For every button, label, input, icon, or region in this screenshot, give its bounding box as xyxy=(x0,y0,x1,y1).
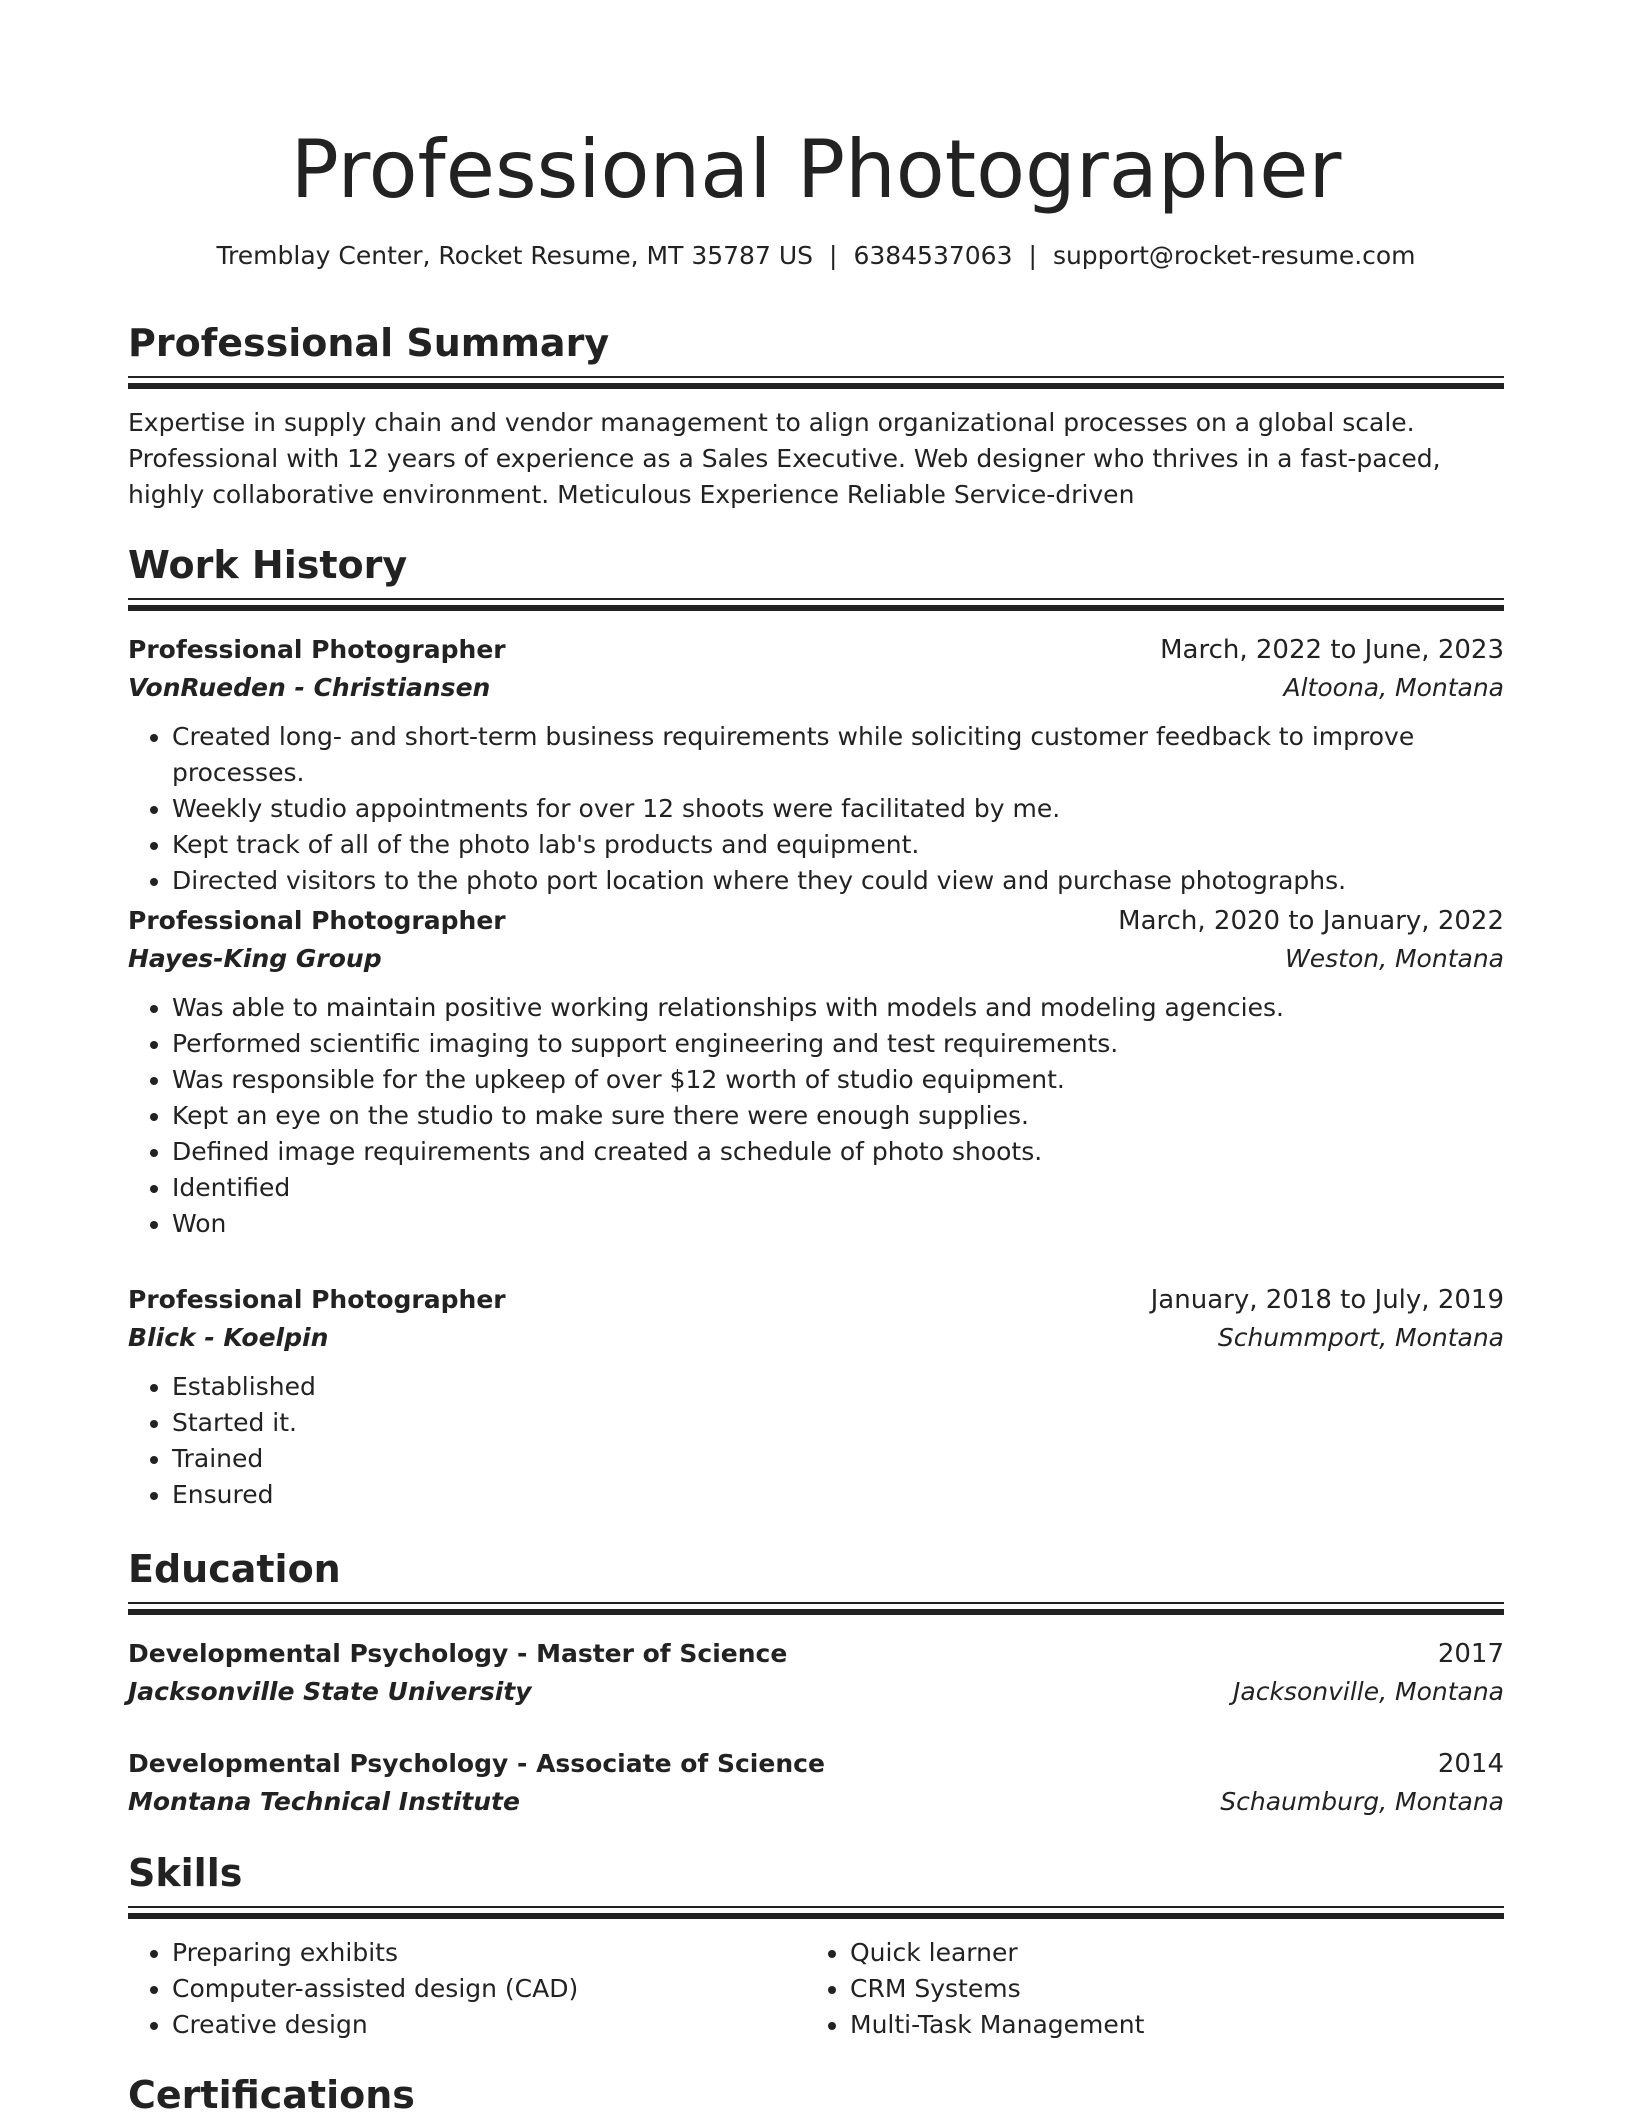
education-entry xyxy=(128,1635,1504,1711)
work-history-section xyxy=(128,540,1504,611)
school-name: Montana Technical Institute xyxy=(128,1787,520,1816)
job-entry xyxy=(128,902,1504,1242)
degree: Developmental Psychology - Master of Science xyxy=(128,1639,788,1668)
contact-email: support@rocket-resume.com xyxy=(1052,241,1416,270)
list-item: • Won xyxy=(172,1206,1504,1242)
divider xyxy=(128,1913,1504,1919)
divider xyxy=(128,1906,1504,1908)
contact-line xyxy=(128,238,1504,274)
contact-separator: | xyxy=(1028,241,1037,270)
list-item: • Identified xyxy=(172,1170,1504,1206)
page-title: Professional Photographer xyxy=(290,123,1342,216)
list-item: • Preparing exhibits xyxy=(172,1935,806,1971)
list-item: • Established xyxy=(172,1369,1504,1405)
list-item: • Directed visitors to the photo port location where they could view and purchase photographs. xyxy=(172,863,1504,899)
contact-phone: 6384537063 xyxy=(853,241,1013,270)
section-heading: Education xyxy=(128,1547,341,1591)
list-item: • Started it. xyxy=(172,1405,1504,1441)
list-item: • Created long- and short-term business requirements while soliciting customer feedback to improve processes. xyxy=(172,719,1504,791)
list-item: • CRM Systems xyxy=(850,1971,1484,2007)
company-name: VonRueden - Christiansen xyxy=(128,673,491,702)
certifications-section xyxy=(128,2070,1504,2120)
job-title: Professional Photographer xyxy=(128,635,506,664)
list-item: • Kept an eye on the studio to make sure there were enough supplies. xyxy=(172,1098,1504,1134)
job-location: Schummport, Montana xyxy=(1217,1323,1504,1352)
summary-section xyxy=(128,318,1504,513)
section-heading: Certifications xyxy=(128,2073,415,2117)
job-bullets xyxy=(128,990,1504,1242)
list-item: • Defined image requirements and created a schedule of photo shoots. xyxy=(172,1134,1504,1170)
section-heading: Professional Summary xyxy=(128,321,610,365)
degree: Developmental Psychology - Associate of Science xyxy=(128,1749,825,1778)
job-entry xyxy=(128,1281,1504,1513)
job-bullets xyxy=(128,1369,1504,1513)
list-item: • Performed scientific imaging to support engineering and test requirements. xyxy=(172,1026,1504,1062)
job-bullets xyxy=(128,719,1504,899)
education-entry xyxy=(128,1745,1504,1821)
section-heading: Skills xyxy=(128,1851,243,1895)
job-location: Weston, Montana xyxy=(1285,944,1504,973)
job-dates: January, 2018 to July, 2019 xyxy=(1150,1285,1504,1315)
job-location: Altoona, Montana xyxy=(1283,673,1504,702)
school-location: Schaumburg, Montana xyxy=(1220,1787,1504,1816)
divider xyxy=(128,1602,1504,1604)
list-item: • Weekly studio appointments for over 12 shoots were facilitated by me. xyxy=(172,791,1504,827)
company-name: Blick - Koelpin xyxy=(128,1323,329,1352)
job-title: Professional Photographer xyxy=(128,906,506,935)
list-item: • Ensured xyxy=(172,1477,1504,1513)
list-item: • Quick learner xyxy=(850,1935,1484,1971)
summary-text: Expertise in supply chain and vendor management to align organizational processes on a global scale. Professional with 12 years of experience as a Sales Executive. Web designer who thrives in a fast-paced, highly collaborative environment. Meticulous Experience Reliable Service-driven xyxy=(128,408,1441,509)
job-title: Professional Photographer xyxy=(128,1285,506,1314)
section-heading: Work History xyxy=(128,543,408,587)
divider xyxy=(128,605,1504,611)
contact-separator: | xyxy=(829,241,838,270)
divider xyxy=(128,1609,1504,1615)
company-name: Hayes-King Group xyxy=(128,944,382,973)
skills-section xyxy=(128,1848,1504,2043)
list-item: • Kept track of all of the photo lab's products and equipment. xyxy=(172,827,1504,863)
school-name: Jacksonville State University xyxy=(128,1677,532,1706)
skills-column-right xyxy=(806,1935,1484,2043)
list-item: • Creative design xyxy=(172,2007,806,2043)
graduation-year: 2014 xyxy=(1437,1749,1504,1779)
job-entry xyxy=(128,631,1504,899)
job-dates: March, 2020 to January, 2022 xyxy=(1118,906,1504,936)
list-item: • Multi-Task Management xyxy=(850,2007,1484,2043)
list-item: • Was responsible for the upkeep of over $12 worth of studio equipment. xyxy=(172,1062,1504,1098)
divider xyxy=(128,383,1504,389)
list-item: • Was able to maintain positive working relationships with models and modeling agencies. xyxy=(172,990,1504,1026)
divider xyxy=(128,598,1504,600)
skills-column-left xyxy=(128,1935,806,2043)
list-item: • Computer-assisted design (CAD) xyxy=(172,1971,806,2007)
education-section xyxy=(128,1544,1504,1615)
list-item: • Trained xyxy=(172,1441,1504,1477)
graduation-year: 2017 xyxy=(1437,1639,1504,1669)
job-dates: March, 2022 to June, 2023 xyxy=(1160,635,1504,665)
school-location: Jacksonville, Montana xyxy=(1233,1677,1504,1706)
contact-address: Tremblay Center, Rocket Resume, MT 35787 US xyxy=(216,241,813,270)
divider xyxy=(128,376,1504,378)
skills-list xyxy=(128,1935,1504,2043)
